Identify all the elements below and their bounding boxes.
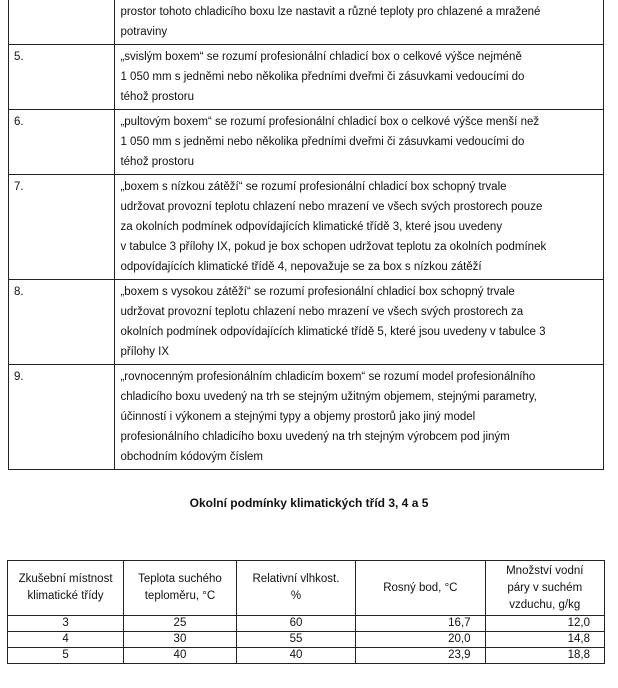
definition-number: 9. — [9, 365, 115, 470]
table-cell: 16,7 — [356, 616, 485, 632]
definitions-table — [8, 0, 604, 470]
definition-text — [115, 0, 604, 45]
definition-line: za okolních podmínek odpovídajících klimatické třídě 3, které jsou uvedeny — [120, 221, 503, 233]
definition-row — [9, 0, 604, 45]
table-row — [8, 616, 605, 632]
definition-text — [115, 110, 604, 175]
definition-text — [115, 365, 604, 470]
definition-row — [9, 175, 604, 280]
table-cell: 55 — [236, 632, 355, 648]
definition-line: prostor tohoto chladicího boxu lze nastavit a různé teploty pro chlazené a mražené — [120, 6, 541, 18]
column-header — [236, 561, 355, 616]
definition-line: účinností i výkonem a stejnými typy a objemy prostorů jako jiný model — [120, 411, 476, 423]
header-line: vzduchu, g/kg — [509, 598, 581, 611]
definition-text — [115, 175, 604, 280]
column-header — [356, 561, 485, 616]
definition-number: 5. — [9, 45, 115, 110]
definition-line: „svislým boxem“ se rozumí profesionální chladicí box o celkové výšce nejméně — [120, 51, 522, 63]
definition-line: potraviny — [120, 26, 168, 38]
definition-line: „boxem s vysokou zátěží“ se rozumí profesionální chladicí box schopný trvale — [120, 286, 515, 298]
definition-line: „boxem s nízkou zátěží“ se rozumí profesionální chladicí box schopný trvale — [120, 181, 507, 193]
header-line: Rosný bod, °C — [383, 581, 458, 594]
table-cell: 25 — [124, 616, 237, 632]
definition-number: 6. — [9, 110, 115, 175]
definition-row — [9, 280, 604, 365]
header-line: % — [290, 590, 302, 602]
definition-line: 1 050 mm s jedněmi nebo několika předními dveřmi či zásuvkami vedoucími do — [120, 71, 525, 83]
definition-line: udržovat provozní teplotu chlazení nebo mrazení ve všech svých prostorech za — [120, 306, 524, 318]
definition-text — [115, 45, 604, 110]
definition-line: okolních podmínek odpovídajících klimatické třídě 5, které jsou uvedeny v tabulce 3 — [120, 326, 546, 338]
header-line: klimatické třídy — [27, 590, 104, 602]
definition-line: odpovídajících klimatické třídě 4, nepovažuje se za box s nízkou zátěží — [120, 261, 482, 273]
table-cell: 14,8 — [485, 632, 604, 648]
table-title: Okolní podmínky klimatických tříd 3, 4 a 5 — [189, 496, 429, 510]
definition-number — [9, 0, 115, 45]
definition-line: téhož prostoru — [120, 156, 194, 168]
definition-number: 7. — [9, 175, 115, 280]
table-cell: 5 — [8, 648, 124, 664]
column-header — [485, 561, 604, 616]
table-cell: 18,8 — [485, 648, 604, 664]
table-cell: 30 — [124, 632, 237, 648]
table-row — [8, 632, 605, 648]
definition-line: v tabulce 3 přílohy IX, pokud je box schopen udržovat teplotu za okolních podmínek — [120, 241, 547, 253]
header-line: Relativní vlhkost. — [252, 573, 340, 585]
header-line: Zkušební místnost — [18, 573, 113, 585]
header-line: páry v suchém — [507, 581, 583, 594]
definition-line: 1 050 mm s jedněmi nebo několika předními dveřmi či zásuvkami vedoucími do — [120, 136, 525, 148]
definition-text — [115, 280, 604, 365]
header-line: Množství vodní — [506, 564, 584, 577]
definition-row — [9, 365, 604, 470]
header-line: Teplota suchého — [138, 573, 222, 585]
definition-number: 8. — [9, 280, 115, 365]
column-header — [124, 561, 237, 616]
table-cell: 3 — [8, 616, 124, 632]
climate-conditions-table — [7, 560, 605, 664]
definition-line: profesionálního chladicího boxu uvedený na trh stejným výrobcem pod jiným — [120, 431, 510, 443]
definition-line: téhož prostoru — [120, 91, 194, 103]
table-cell: 60 — [236, 616, 355, 632]
definition-row — [9, 110, 604, 175]
definition-line: chladicího boxu uvedený na trh se stejným užitným objemem, stejnými parametry, — [120, 391, 537, 403]
definition-line: přílohy IX — [120, 346, 170, 358]
table-cell: 40 — [236, 648, 355, 664]
table-cell: 20,0 — [356, 632, 485, 648]
header-line: teploměru, °C — [144, 590, 216, 602]
table-cell: 12,0 — [485, 616, 604, 632]
definition-line: obchodním kódovým číslem — [120, 451, 263, 463]
header-row — [8, 561, 605, 616]
table-cell: 4 — [8, 632, 124, 648]
table-cell: 40 — [124, 648, 237, 664]
definition-line: „pultovým boxem“ se rozumí profesionální chladicí box o celkové výšce menší než — [120, 116, 540, 128]
column-header — [8, 561, 124, 616]
definition-line: „rovnocenným profesionálním chladicím boxem“ se rozumí model profesionálního — [120, 371, 536, 383]
definition-line: udržovat provozní teplotu chlazení nebo mrazení ve všech svých prostorech pouze — [120, 201, 543, 213]
definition-row — [9, 45, 604, 110]
table-row — [8, 648, 605, 664]
table-cell: 23,9 — [356, 648, 485, 664]
